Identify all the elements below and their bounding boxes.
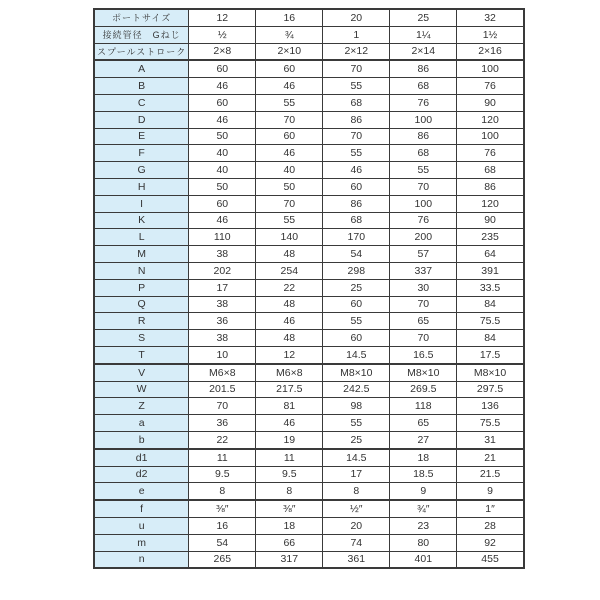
- table-row: [94, 279, 524, 296]
- value-cell: 55: [323, 415, 390, 432]
- value-cell: 90: [457, 94, 524, 111]
- value-cell: 90: [457, 212, 524, 229]
- value-cell: 70: [189, 398, 256, 415]
- value-cell: M6×8: [189, 364, 256, 381]
- row-label: ポートサイズ: [94, 9, 189, 26]
- row-label: G: [94, 162, 189, 179]
- value-cell: 30: [390, 279, 457, 296]
- value-cell: 21.5: [457, 466, 524, 483]
- value-cell: 55: [323, 78, 390, 95]
- value-cell: 46: [323, 162, 390, 179]
- table-row: [94, 534, 524, 551]
- value-cell: 60: [323, 178, 390, 195]
- value-cell: 68: [323, 212, 390, 229]
- row-label: R: [94, 313, 189, 330]
- value-cell: 1¼: [390, 26, 457, 43]
- row-label: W: [94, 381, 189, 398]
- value-cell: 337: [390, 262, 457, 279]
- value-cell: ⅜″: [256, 500, 323, 517]
- value-cell: 75.5: [457, 415, 524, 432]
- value-cell: 9.5: [256, 466, 323, 483]
- table-row: [94, 483, 524, 500]
- value-cell: 235: [457, 229, 524, 246]
- value-cell: 65: [390, 313, 457, 330]
- row-label: V: [94, 364, 189, 381]
- value-cell: 70: [390, 178, 457, 195]
- value-cell: 46: [256, 78, 323, 95]
- row-label: a: [94, 415, 189, 432]
- value-cell: 46: [256, 415, 323, 432]
- value-cell: 298: [323, 262, 390, 279]
- table-row: [94, 381, 524, 398]
- value-cell: 60: [189, 94, 256, 111]
- value-cell: M8×10: [457, 364, 524, 381]
- row-label: K: [94, 212, 189, 229]
- value-cell: 50: [256, 178, 323, 195]
- value-cell: 74: [323, 534, 390, 551]
- dimension-table: [93, 8, 525, 569]
- value-cell: ⅜″: [189, 500, 256, 517]
- value-cell: 11: [189, 449, 256, 466]
- table-row: [94, 60, 524, 77]
- value-cell: 48: [256, 330, 323, 347]
- value-cell: ¾: [256, 26, 323, 43]
- value-cell: 31: [457, 431, 524, 448]
- value-cell: 55: [323, 145, 390, 162]
- value-cell: 60: [189, 195, 256, 212]
- value-cell: 200: [390, 229, 457, 246]
- row-label: H: [94, 178, 189, 195]
- value-cell: 86: [323, 195, 390, 212]
- value-cell: 86: [390, 128, 457, 145]
- value-cell: 54: [189, 534, 256, 551]
- row-label: A: [94, 60, 189, 77]
- table-row: [94, 195, 524, 212]
- value-cell: 76: [390, 212, 457, 229]
- row-label: E: [94, 128, 189, 145]
- value-cell: 46: [189, 212, 256, 229]
- value-cell: 48: [256, 246, 323, 263]
- dimension-table-body: [94, 9, 524, 568]
- value-cell: ½″: [323, 500, 390, 517]
- value-cell: 8: [256, 483, 323, 500]
- value-cell: 2×16: [457, 43, 524, 60]
- value-cell: 55: [390, 162, 457, 179]
- table-row: [94, 431, 524, 448]
- value-cell: ½: [189, 26, 256, 43]
- value-cell: 80: [390, 534, 457, 551]
- value-cell: 217.5: [256, 381, 323, 398]
- value-cell: 202: [189, 262, 256, 279]
- value-cell: 269.5: [390, 381, 457, 398]
- table-row: [94, 111, 524, 128]
- value-cell: 297.5: [457, 381, 524, 398]
- value-cell: 70: [323, 60, 390, 77]
- value-cell: 86: [390, 60, 457, 77]
- value-cell: 68: [390, 145, 457, 162]
- value-cell: 60: [256, 60, 323, 77]
- value-cell: 55: [256, 212, 323, 229]
- value-cell: 86: [323, 111, 390, 128]
- value-cell: 76: [457, 145, 524, 162]
- value-cell: 84: [457, 296, 524, 313]
- row-label: N: [94, 262, 189, 279]
- row-label: S: [94, 330, 189, 347]
- row-label: C: [94, 94, 189, 111]
- value-cell: 70: [390, 330, 457, 347]
- value-cell: 66: [256, 534, 323, 551]
- value-cell: 55: [256, 94, 323, 111]
- value-cell: 46: [256, 313, 323, 330]
- value-cell: 86: [457, 178, 524, 195]
- value-cell: 23: [390, 517, 457, 534]
- value-cell: 38: [189, 330, 256, 347]
- value-cell: 46: [189, 111, 256, 128]
- row-label: m: [94, 534, 189, 551]
- row-label: スプールストローク: [94, 43, 189, 60]
- value-cell: 100: [457, 128, 524, 145]
- value-cell: 9: [390, 483, 457, 500]
- value-cell: 100: [390, 111, 457, 128]
- table-row: [94, 26, 524, 43]
- value-cell: 60: [323, 296, 390, 313]
- value-cell: 40: [189, 162, 256, 179]
- value-cell: 68: [457, 162, 524, 179]
- value-cell: 2×14: [390, 43, 457, 60]
- value-cell: 16.5: [390, 346, 457, 363]
- table-row: [94, 415, 524, 432]
- value-cell: 8: [189, 483, 256, 500]
- row-label: B: [94, 78, 189, 95]
- row-label: P: [94, 279, 189, 296]
- value-cell: 1½: [457, 26, 524, 43]
- value-cell: 22: [189, 431, 256, 448]
- value-cell: 40: [189, 145, 256, 162]
- value-cell: 14.5: [323, 449, 390, 466]
- value-cell: 25: [323, 431, 390, 448]
- value-cell: 70: [256, 111, 323, 128]
- value-cell: 2×10: [256, 43, 323, 60]
- value-cell: M6×8: [256, 364, 323, 381]
- value-cell: 68: [390, 78, 457, 95]
- value-cell: 201.5: [189, 381, 256, 398]
- table-row: [94, 162, 524, 179]
- table-row: [94, 551, 524, 568]
- value-cell: 18: [390, 449, 457, 466]
- value-cell: 46: [256, 145, 323, 162]
- value-cell: 60: [323, 330, 390, 347]
- value-cell: 18: [256, 517, 323, 534]
- value-cell: 32: [457, 9, 524, 26]
- value-cell: 12: [189, 9, 256, 26]
- value-cell: 120: [457, 195, 524, 212]
- table-row: [94, 9, 524, 26]
- value-cell: 9: [457, 483, 524, 500]
- value-cell: 20: [323, 9, 390, 26]
- value-cell: 136: [457, 398, 524, 415]
- value-cell: 70: [256, 195, 323, 212]
- value-cell: 10: [189, 346, 256, 363]
- value-cell: 100: [390, 195, 457, 212]
- value-cell: M8×10: [323, 364, 390, 381]
- value-cell: 18.5: [390, 466, 457, 483]
- row-label: n: [94, 551, 189, 568]
- value-cell: 76: [390, 94, 457, 111]
- table-row: [94, 178, 524, 195]
- row-label: M: [94, 246, 189, 263]
- value-cell: 57: [390, 246, 457, 263]
- table-row: [94, 78, 524, 95]
- value-cell: 92: [457, 534, 524, 551]
- value-cell: 55: [323, 313, 390, 330]
- row-label: 接続管径 Gねじ: [94, 26, 189, 43]
- table-row: [94, 229, 524, 246]
- value-cell: 401: [390, 551, 457, 568]
- value-cell: M8×10: [390, 364, 457, 381]
- table-row: [94, 346, 524, 363]
- value-cell: ¾″: [390, 500, 457, 517]
- value-cell: 16: [189, 517, 256, 534]
- row-label: d1: [94, 449, 189, 466]
- value-cell: 361: [323, 551, 390, 568]
- row-label: I: [94, 195, 189, 212]
- value-cell: 48: [256, 296, 323, 313]
- table-row: [94, 94, 524, 111]
- value-cell: 64: [457, 246, 524, 263]
- value-cell: 40: [256, 162, 323, 179]
- row-label: L: [94, 229, 189, 246]
- value-cell: 14.5: [323, 346, 390, 363]
- table-row: [94, 398, 524, 415]
- value-cell: 21: [457, 449, 524, 466]
- row-label: Z: [94, 398, 189, 415]
- value-cell: 254: [256, 262, 323, 279]
- value-cell: 2×8: [189, 43, 256, 60]
- value-cell: 84: [457, 330, 524, 347]
- value-cell: 170: [323, 229, 390, 246]
- table-row: [94, 212, 524, 229]
- value-cell: 2×12: [323, 43, 390, 60]
- row-label: T: [94, 346, 189, 363]
- table-row: [94, 145, 524, 162]
- value-cell: 17: [323, 466, 390, 483]
- table-row: [94, 466, 524, 483]
- value-cell: 70: [390, 296, 457, 313]
- table-row: [94, 262, 524, 279]
- value-cell: 140: [256, 229, 323, 246]
- value-cell: 75.5: [457, 313, 524, 330]
- value-cell: 98: [323, 398, 390, 415]
- row-label: D: [94, 111, 189, 128]
- table-row: [94, 449, 524, 466]
- table-row: [94, 296, 524, 313]
- value-cell: 11: [256, 449, 323, 466]
- value-cell: 46: [189, 78, 256, 95]
- value-cell: 25: [390, 9, 457, 26]
- value-cell: 27: [390, 431, 457, 448]
- value-cell: 455: [457, 551, 524, 568]
- value-cell: 20: [323, 517, 390, 534]
- value-cell: 38: [189, 296, 256, 313]
- value-cell: 19: [256, 431, 323, 448]
- value-cell: 38: [189, 246, 256, 263]
- value-cell: 12: [256, 346, 323, 363]
- row-label: f: [94, 500, 189, 517]
- table-row: [94, 128, 524, 145]
- value-cell: 265: [189, 551, 256, 568]
- row-label: u: [94, 517, 189, 534]
- table-row: [94, 364, 524, 381]
- value-cell: 28: [457, 517, 524, 534]
- value-cell: 391: [457, 262, 524, 279]
- table-row: [94, 313, 524, 330]
- value-cell: 17.5: [457, 346, 524, 363]
- value-cell: 100: [457, 60, 524, 77]
- value-cell: 60: [189, 60, 256, 77]
- row-label: Q: [94, 296, 189, 313]
- value-cell: 33.5: [457, 279, 524, 296]
- value-cell: 50: [189, 178, 256, 195]
- value-cell: 110: [189, 229, 256, 246]
- value-cell: 81: [256, 398, 323, 415]
- value-cell: 36: [189, 415, 256, 432]
- value-cell: 60: [256, 128, 323, 145]
- row-label: e: [94, 483, 189, 500]
- value-cell: 25: [323, 279, 390, 296]
- value-cell: 54: [323, 246, 390, 263]
- value-cell: 8: [323, 483, 390, 500]
- value-cell: 36: [189, 313, 256, 330]
- table-row: [94, 517, 524, 534]
- table-row: [94, 43, 524, 60]
- value-cell: 22: [256, 279, 323, 296]
- value-cell: 50: [189, 128, 256, 145]
- table-row: [94, 500, 524, 517]
- value-cell: 120: [457, 111, 524, 128]
- value-cell: 1″: [457, 500, 524, 517]
- value-cell: 1: [323, 26, 390, 43]
- value-cell: 242.5: [323, 381, 390, 398]
- value-cell: 68: [323, 94, 390, 111]
- value-cell: 65: [390, 415, 457, 432]
- value-cell: 70: [323, 128, 390, 145]
- value-cell: 9.5: [189, 466, 256, 483]
- table-row: [94, 330, 524, 347]
- value-cell: 76: [457, 78, 524, 95]
- value-cell: 118: [390, 398, 457, 415]
- value-cell: 16: [256, 9, 323, 26]
- table-row: [94, 246, 524, 263]
- row-label: b: [94, 431, 189, 448]
- row-label: F: [94, 145, 189, 162]
- row-label: d2: [94, 466, 189, 483]
- value-cell: 317: [256, 551, 323, 568]
- value-cell: 17: [189, 279, 256, 296]
